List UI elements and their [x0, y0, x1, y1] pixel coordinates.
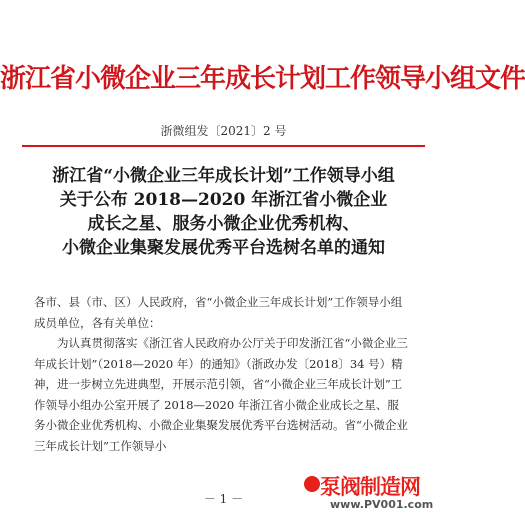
document-number: 浙微组发〔2021〕2 号	[160, 124, 287, 138]
watermark-text: 泵阀制造网	[320, 475, 420, 499]
notice-title-line: 成长之星、服务小微企业优秀机构、	[87, 214, 360, 234]
watermark-url: www.PV001.com	[330, 498, 434, 511]
page-number: － 1 －	[203, 492, 244, 506]
salutation: 各市、县（市、区）人民政府，省“小微企业三年成长计划”工作领导小组成员单位，各有关单位：	[34, 295, 403, 330]
notice-title-line: 小微企业集聚发展优秀平台选树名单的通知	[62, 238, 385, 258]
notice-title-line: 浙江省“小微企业三年成长计划”工作领导小组	[52, 166, 395, 186]
watermark-logo-icon	[304, 476, 320, 492]
document-header-title: 浙江省小微企业三年成长计划工作领导小组文件	[0, 64, 525, 94]
site-watermark	[300, 470, 440, 516]
body-paragraph: 为认真贯彻落实《浙江省人民政府办公厅关于印发浙江省“小微企业三年成长计划”（2018—2020 年）的通知》（浙政办发〔2018〕34 号）精神，进一步树立先进典型，开展示范引领，省“小微企业三年成长计划”工作领导小组办公室开展了 2018—2020 年浙江省小微企业成长之星、服务小微企业优秀机构、小微企业集聚发展优秀平台选树活动。省“小微企业三年成长计划”工作领导小	[34, 336, 408, 453]
document-body	[34, 292, 410, 456]
notice-title-line: 关于公布 2018—2020 年浙江省小微企业	[59, 190, 388, 210]
header-divider	[22, 145, 425, 147]
notice-title	[0, 164, 447, 260]
